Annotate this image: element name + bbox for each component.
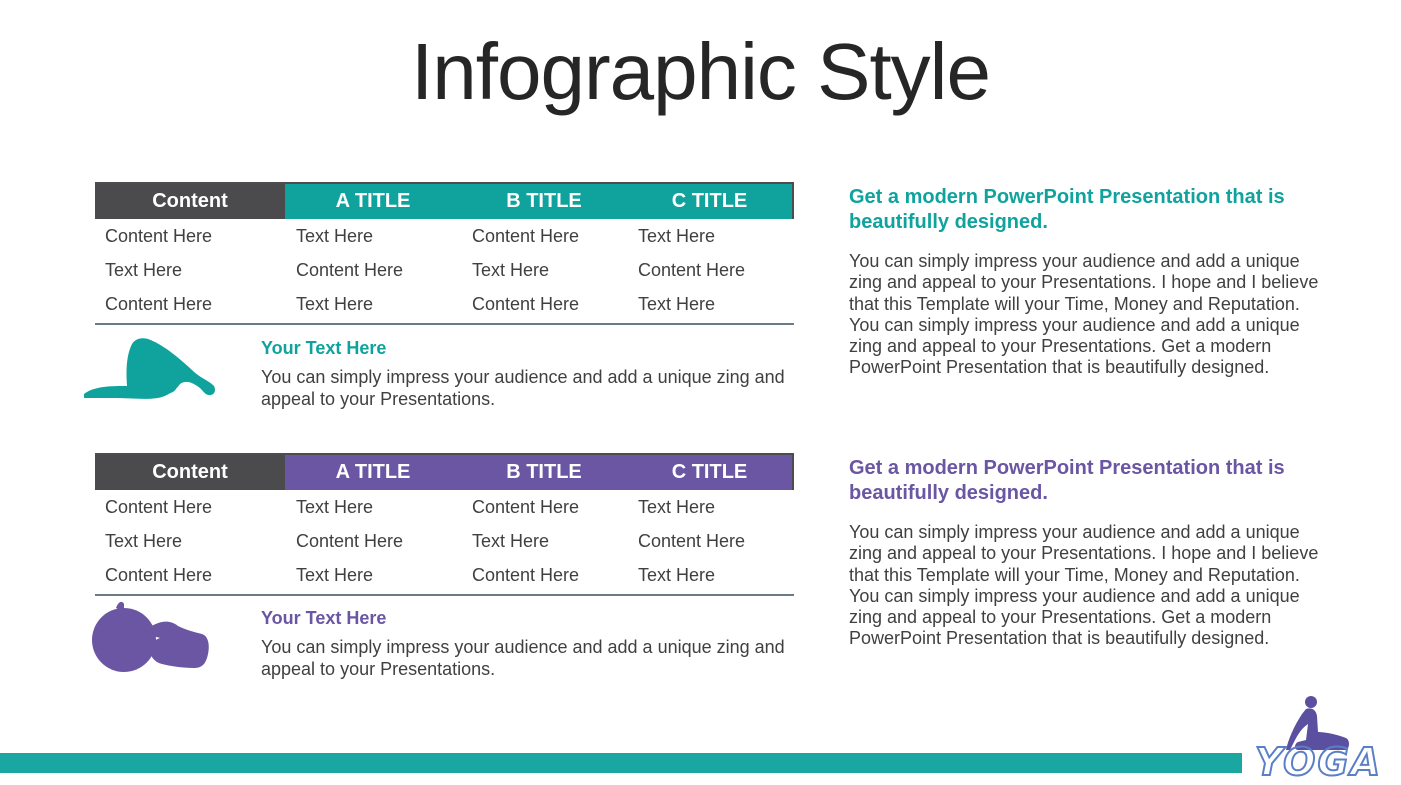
table-cell: Text Here xyxy=(296,225,374,246)
table-cell: Text Here xyxy=(296,564,374,585)
footer-bar xyxy=(0,753,1242,773)
table-cell: Content Here xyxy=(638,259,746,280)
table-cell: Content Here xyxy=(472,225,580,246)
data-table-2 xyxy=(95,453,794,596)
section-2-side-text: You can simply impress your audience and add a unique zing and appeal to your Presentations. I hope and I believe that this Template will your Time, Money and Reputation. You can simply impress your audience and add a unique zing and appeal to your Presentations. Get a modern PowerPoint Presentation that is beautifully designed. xyxy=(849,522,1319,649)
table-cell: Text Here xyxy=(472,259,550,280)
table-cell: Text Here xyxy=(105,259,183,280)
yoga-plow-pose-icon xyxy=(82,336,218,404)
table-cell: Content Here xyxy=(472,564,580,585)
section-1-subheading: Your Text Here xyxy=(261,338,387,358)
header-b-title: B TITLE xyxy=(461,184,627,219)
table-cell: Text Here xyxy=(638,564,716,585)
table-cell: Content Here xyxy=(105,564,213,585)
table-bottom-rule xyxy=(95,594,794,596)
table-bottom-rule xyxy=(95,323,794,325)
table-cell: Content Here xyxy=(296,530,404,551)
exercise-ball-pose-icon xyxy=(86,600,212,672)
section-2-subheading: Your Text Here xyxy=(261,608,387,628)
table-header xyxy=(95,182,794,219)
logo-text: YOGA xyxy=(1255,740,1383,784)
table-row xyxy=(95,558,794,592)
table-row xyxy=(95,524,794,558)
table-cell: Content Here xyxy=(638,530,746,551)
header-a-title: A TITLE xyxy=(285,455,461,490)
table-cell: Text Here xyxy=(472,530,550,551)
data-table-1 xyxy=(95,182,794,325)
table-cell: Content Here xyxy=(105,225,213,246)
header-b-title: B TITLE xyxy=(461,455,627,490)
table-cell: Text Here xyxy=(638,496,716,517)
table-row xyxy=(95,490,794,524)
header-content: Content xyxy=(95,184,285,219)
table-row xyxy=(95,219,794,253)
section-1-side-text: You can simply impress your audience and add a unique zing and appeal to your Presentations. I hope and I believe that this Template will your Time, Money and Reputation. You can simply impress your audience and add a unique zing and appeal to your Presentations. Get a modern PowerPoint Presentation that is beautifully designed. xyxy=(849,251,1319,378)
section-1-side-heading: Get a modern PowerPoint Presentation that is beautifully designed. xyxy=(849,186,1285,233)
table-cell: Content Here xyxy=(296,259,404,280)
table-cell: Text Here xyxy=(638,225,716,246)
table-cell: Text Here xyxy=(105,530,183,551)
header-c-title: C TITLE xyxy=(627,184,792,219)
page-title: Infographic Style xyxy=(411,27,990,116)
table-header xyxy=(95,453,794,490)
table-cell: Content Here xyxy=(472,293,580,314)
section-2-side-heading: Get a modern PowerPoint Presentation that is beautifully designed. xyxy=(849,457,1285,504)
table-cell: Text Here xyxy=(296,293,374,314)
table-cell: Text Here xyxy=(638,293,716,314)
section-2-subtext: You can simply impress your audience and add a unique zing and appeal to your Presentations. xyxy=(261,637,785,679)
table-cell: Content Here xyxy=(105,293,213,314)
table-row xyxy=(95,253,794,287)
header-c-title: C TITLE xyxy=(627,455,792,490)
header-content: Content xyxy=(95,455,285,490)
table-cell: Content Here xyxy=(472,496,580,517)
table-row xyxy=(95,287,794,321)
header-a-title: A TITLE xyxy=(285,184,461,219)
section-1-subtext: You can simply impress your audience and add a unique zing and appeal to your Presentations. xyxy=(261,367,785,409)
table-cell: Content Here xyxy=(105,496,213,517)
table-cell: Text Here xyxy=(296,496,374,517)
